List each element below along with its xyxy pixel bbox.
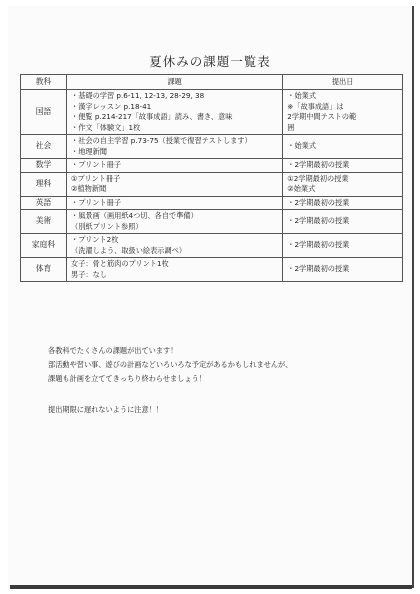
subject-cell: 家庭科 bbox=[21, 234, 67, 258]
subject-cell: 国語 bbox=[21, 90, 67, 135]
deadline-note: 提出期限に遅れないように注意！！ bbox=[48, 405, 164, 414]
table-row bbox=[21, 90, 403, 135]
due-cell bbox=[283, 234, 403, 258]
task-cell-line: ・漢字レッスン p.18-41 bbox=[71, 101, 152, 111]
table-body bbox=[21, 90, 403, 282]
task-cell-line: ①プリント冊子 bbox=[71, 173, 121, 183]
task-cell-line: ・風景画（画用紙4つ切、各自で準備） bbox=[71, 211, 198, 220]
due-cell bbox=[283, 210, 403, 234]
due-cell-line: ・2学期最初の授業 bbox=[287, 240, 350, 250]
due-cell-line: 2学期中間テストの範 bbox=[287, 112, 357, 121]
subject-cell: 理科 bbox=[21, 172, 67, 196]
due-cell-line: ・2学期最初の授業 bbox=[287, 197, 350, 207]
table-row bbox=[21, 172, 403, 196]
due-cell bbox=[283, 135, 403, 159]
subject-cell: 数学 bbox=[21, 159, 67, 173]
task-cell-line: ・作文「体験文」1枚 bbox=[71, 122, 141, 132]
table-row bbox=[21, 210, 403, 234]
due-cell-line: ※「故事成語」は bbox=[287, 101, 344, 111]
subject-cell: 美術 bbox=[21, 210, 67, 234]
subject-cell: 社会 bbox=[21, 135, 67, 159]
table-row bbox=[21, 159, 403, 173]
table-header-row bbox=[21, 75, 403, 90]
header-task: 課題 bbox=[67, 75, 283, 90]
subject-cell: 英語 bbox=[21, 196, 67, 210]
table-row bbox=[21, 234, 403, 258]
task-cell bbox=[67, 159, 283, 173]
due-cell-line: ・2学期最初の授業 bbox=[287, 160, 350, 169]
due-cell-line: ①2学期最初の授業 bbox=[287, 173, 349, 183]
note-line: 各教科でたくさんの課題が出ています！ bbox=[48, 346, 178, 355]
table-row bbox=[21, 196, 403, 210]
due-cell bbox=[283, 258, 403, 282]
task-cell-line: ・社会の自主学習 p.73-75（授業で復習テストします） bbox=[71, 136, 252, 145]
assignment-table bbox=[20, 74, 403, 282]
task-cell bbox=[67, 196, 283, 210]
task-cell bbox=[67, 135, 283, 159]
task-cell-line: （別紙プリント参照） bbox=[71, 221, 143, 231]
subject-cell: 体育 bbox=[21, 258, 67, 282]
task-cell-line: ②植物新聞 bbox=[71, 184, 107, 193]
bottom-edge bbox=[10, 585, 412, 589]
note-line: 課題も計画を立ててきっちり終わらせましょう！ bbox=[48, 374, 206, 383]
task-cell bbox=[67, 172, 283, 196]
note-line: 部活動や習い事、遊びの計画などいろいろな予定があるかもしれませんが、 bbox=[48, 360, 293, 369]
due-cell bbox=[283, 172, 403, 196]
task-cell-line: ・プリント冊子 bbox=[71, 197, 122, 207]
header-due: 提出日 bbox=[283, 75, 403, 90]
task-cell-line: 女子：骨と筋肉のプリント1枚 bbox=[71, 259, 169, 268]
due-cell-line: ・2学期最初の授業 bbox=[287, 264, 350, 274]
due-cell-line: ・始業式 bbox=[287, 91, 317, 100]
table-row bbox=[21, 135, 403, 159]
page-title: 夏休みの課題一覧表 bbox=[149, 54, 271, 69]
task-cell-line: （洗濯しよう、取扱い絵表示調べ） bbox=[71, 245, 187, 255]
header-subject: 教科 bbox=[21, 75, 67, 90]
task-cell bbox=[67, 210, 283, 234]
task-cell-line: ・便覧 p.214-217「故事成語」読み、書き、意味 bbox=[71, 112, 233, 121]
task-cell bbox=[67, 90, 283, 135]
task-cell-line: ・プリント冊子 bbox=[71, 160, 122, 169]
task-cell bbox=[67, 234, 283, 258]
task-cell-line: 男子：なし bbox=[71, 269, 107, 279]
due-cell-line: ②始業式 bbox=[287, 184, 316, 193]
due-cell bbox=[283, 196, 403, 210]
due-cell-line: ・始業式 bbox=[287, 141, 317, 151]
due-cell bbox=[283, 90, 403, 135]
due-cell-line: 囲 bbox=[287, 122, 295, 132]
task-cell bbox=[67, 258, 283, 282]
due-cell bbox=[283, 159, 403, 173]
due-cell-line: ・2学期最初の授業 bbox=[287, 216, 350, 226]
task-cell-line: ・基礎の学習 p.6-11, 12-13, 28-29, 38 bbox=[71, 91, 205, 100]
table-row bbox=[21, 258, 403, 282]
notes-section bbox=[48, 344, 398, 417]
task-cell-line: ・地理新聞 bbox=[71, 146, 107, 156]
task-cell-line: ・プリント2枚 bbox=[71, 235, 119, 244]
